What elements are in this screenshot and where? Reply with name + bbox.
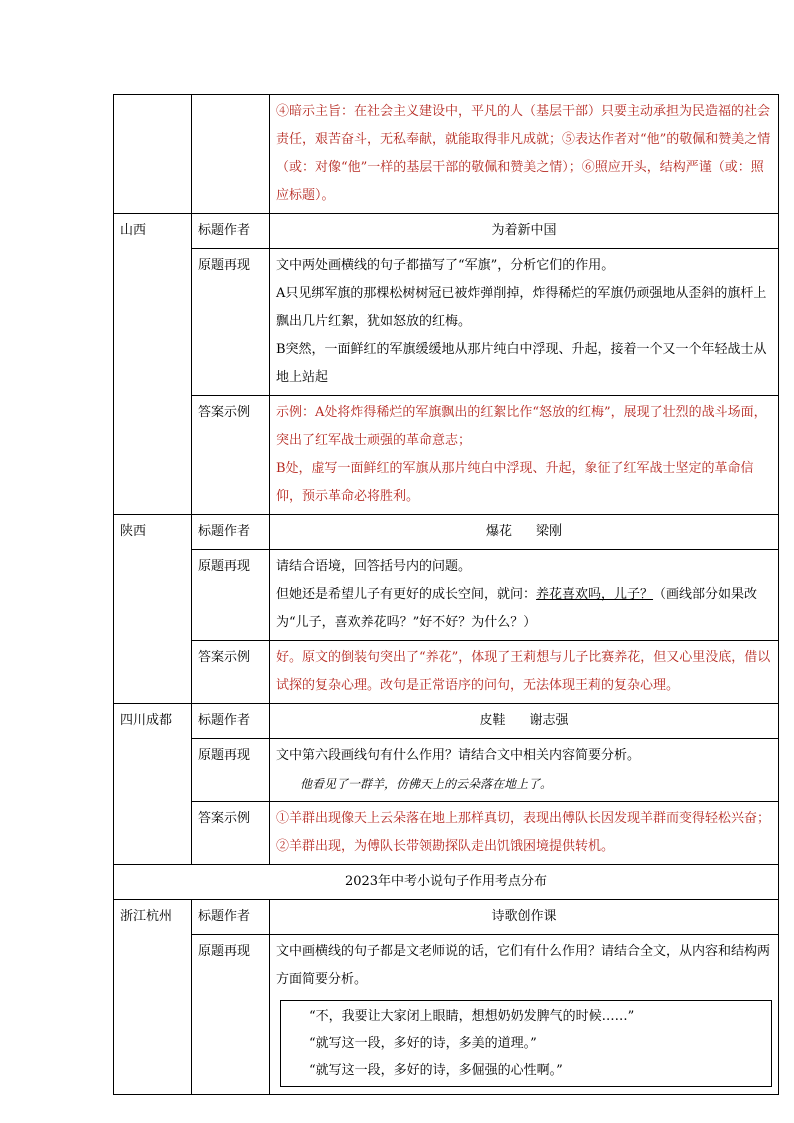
question-text: 文中画横线的句子都是文老师说的话，它们有什么作用？请结合全文，从内容和结构两方面简要分析。: [276, 944, 771, 987]
sentence-a: A只见绑军旗的那棵松树树冠已被炸弹削掉，炸得稀烂的军旗仍顽强地从歪斜的旗杆上飘出几片红絮，犹如怒放的红梅。: [276, 286, 767, 329]
shaanxi-answer-row: [114, 641, 779, 704]
region-zhejiang: 浙江杭州: [114, 900, 192, 1095]
quote-1: “不，我要让大家闭上眼睛，想想奶奶发脾气的时候……”: [309, 1009, 635, 1024]
sentence-post: （画线部分如果改为“儿子，喜欢养花吗？”好不好？为什么？）: [276, 587, 758, 630]
label-title-author: 标题作者: [192, 214, 270, 249]
label-title-author: 标题作者: [192, 515, 270, 550]
question-text: 文中两处画横线的句子都描写了“军旗”，分析它们的作用。: [276, 258, 615, 273]
question-cell: [270, 935, 779, 1095]
label-original-text: 原题再现: [192, 249, 270, 396]
question-cell: [270, 739, 779, 802]
sentence-underlined: 养花喜欢吗，儿子？: [536, 587, 654, 602]
quote-2: “就写这一段，多好的诗，多美的道理。”: [309, 1036, 537, 1051]
label-answer-example: 答案示例: [192, 396, 270, 515]
sentence-b: B突然，一面鲜红的军旗缓缓地从那片纯白中浮现、升起，接着一个又一个年轻战士从地上站起: [276, 342, 767, 385]
region-cell-empty: [114, 95, 192, 214]
shaanxi-title-row: [114, 515, 779, 550]
question-text: 文中第六段画线句有什么作用？请结合文中相关内容简要分析。: [276, 748, 641, 763]
section-title: 2023年中考小说句子作用考点分布: [114, 865, 779, 900]
continuation-row: [114, 95, 779, 214]
answer-2: ②羊群出现，为傅队长带领勘探队走出饥饿困境提供转机。: [276, 839, 615, 854]
answer-cell: [270, 641, 779, 704]
answer-cell: [270, 802, 779, 865]
label-cell-empty: [192, 95, 270, 214]
story-title-author: [270, 704, 779, 739]
story-title: 爆花: [485, 524, 512, 539]
region-sichuan: 四川成都: [114, 704, 192, 865]
quote-3: “就写这一段，多好的诗，多倔强的心性啊。”: [309, 1063, 563, 1078]
region-shaanxi: 陕西: [114, 515, 192, 704]
story-author: 谢志强: [529, 713, 569, 728]
zhejiang-title-row: [114, 900, 779, 935]
handwritten-sentence: 他看见了一群羊，仿佛天上的云朵落在地上了。: [300, 777, 553, 791]
zhejiang-question-row: [114, 935, 779, 1095]
question-text: 请结合语境，回答括号内的问题。: [276, 559, 472, 574]
label-original-text: 原题再现: [192, 935, 270, 1095]
shanxi-question-row: [114, 249, 779, 396]
quote-box: [280, 1000, 772, 1087]
answer-cell: [270, 396, 779, 515]
sichuan-question-row: [114, 739, 779, 802]
story-author: 梁刚: [536, 524, 563, 539]
answer-text: 好。原文的倒装句突出了“养花”，体现了王莉想与儿子比赛养花，但又心里没底，借以试探的复杂心理。改句是正常语序的问句，无法体现王莉的复杂心理。: [276, 650, 771, 693]
exam-table: [113, 94, 779, 1095]
answer-text: ④暗示主旨：在社会主义建设中，平凡的人（基层干部）只要主动承担为民造福的社会责任，艰苦奋斗，无私奉献，就能取得非凡成就；⑤表达作者对“他”的敬佩和赞美之情（或：对像“他”一样的基层干部的敬佩和赞美之情）；⑥照应开头，结构严谨（或：照应标题）。: [276, 104, 771, 203]
answer-1: ①羊群出现像天上云朵落在地上那样真切，表现出傅队长因发现羊群而变得轻松兴奋；: [276, 811, 771, 826]
answer-a: 示例：A处将炸得稀烂的军旗飘出的红絮比作“怒放的红梅”，展现了壮烈的战斗场面，突出了红军战士顽强的革命意志；: [276, 405, 767, 448]
region-shanxi: 山西: [114, 214, 192, 515]
story-title: 为着新中国: [270, 214, 779, 249]
story-title: 皮鞋: [479, 713, 506, 728]
shaanxi-question-row: [114, 550, 779, 641]
question-cell: [270, 550, 779, 641]
section-title-row: [114, 865, 779, 900]
shanxi-title-row: [114, 214, 779, 249]
label-title-author: 标题作者: [192, 900, 270, 935]
label-original-text: 原题再现: [192, 739, 270, 802]
label-title-author: 标题作者: [192, 704, 270, 739]
label-original-text: 原题再现: [192, 550, 270, 641]
sentence-pre: 但她还是希望儿子有更好的成长空间，就问：: [276, 587, 537, 602]
story-title-author: [270, 515, 779, 550]
shanxi-answer-row: [114, 396, 779, 515]
label-answer-example: 答案示例: [192, 641, 270, 704]
answer-cell: [270, 95, 779, 214]
question-cell: [270, 249, 779, 396]
sichuan-answer-row: [114, 802, 779, 865]
sichuan-title-row: [114, 704, 779, 739]
label-answer-example: 答案示例: [192, 802, 270, 865]
question-sentence: [276, 581, 772, 637]
story-title: 诗歌创作课: [270, 900, 779, 935]
answer-b: B处，虚写一面鲜红的军旗从那片纯白中浮现、升起，象征了红军战士坚定的革命信仰，预示革命必将胜利。: [276, 461, 754, 504]
